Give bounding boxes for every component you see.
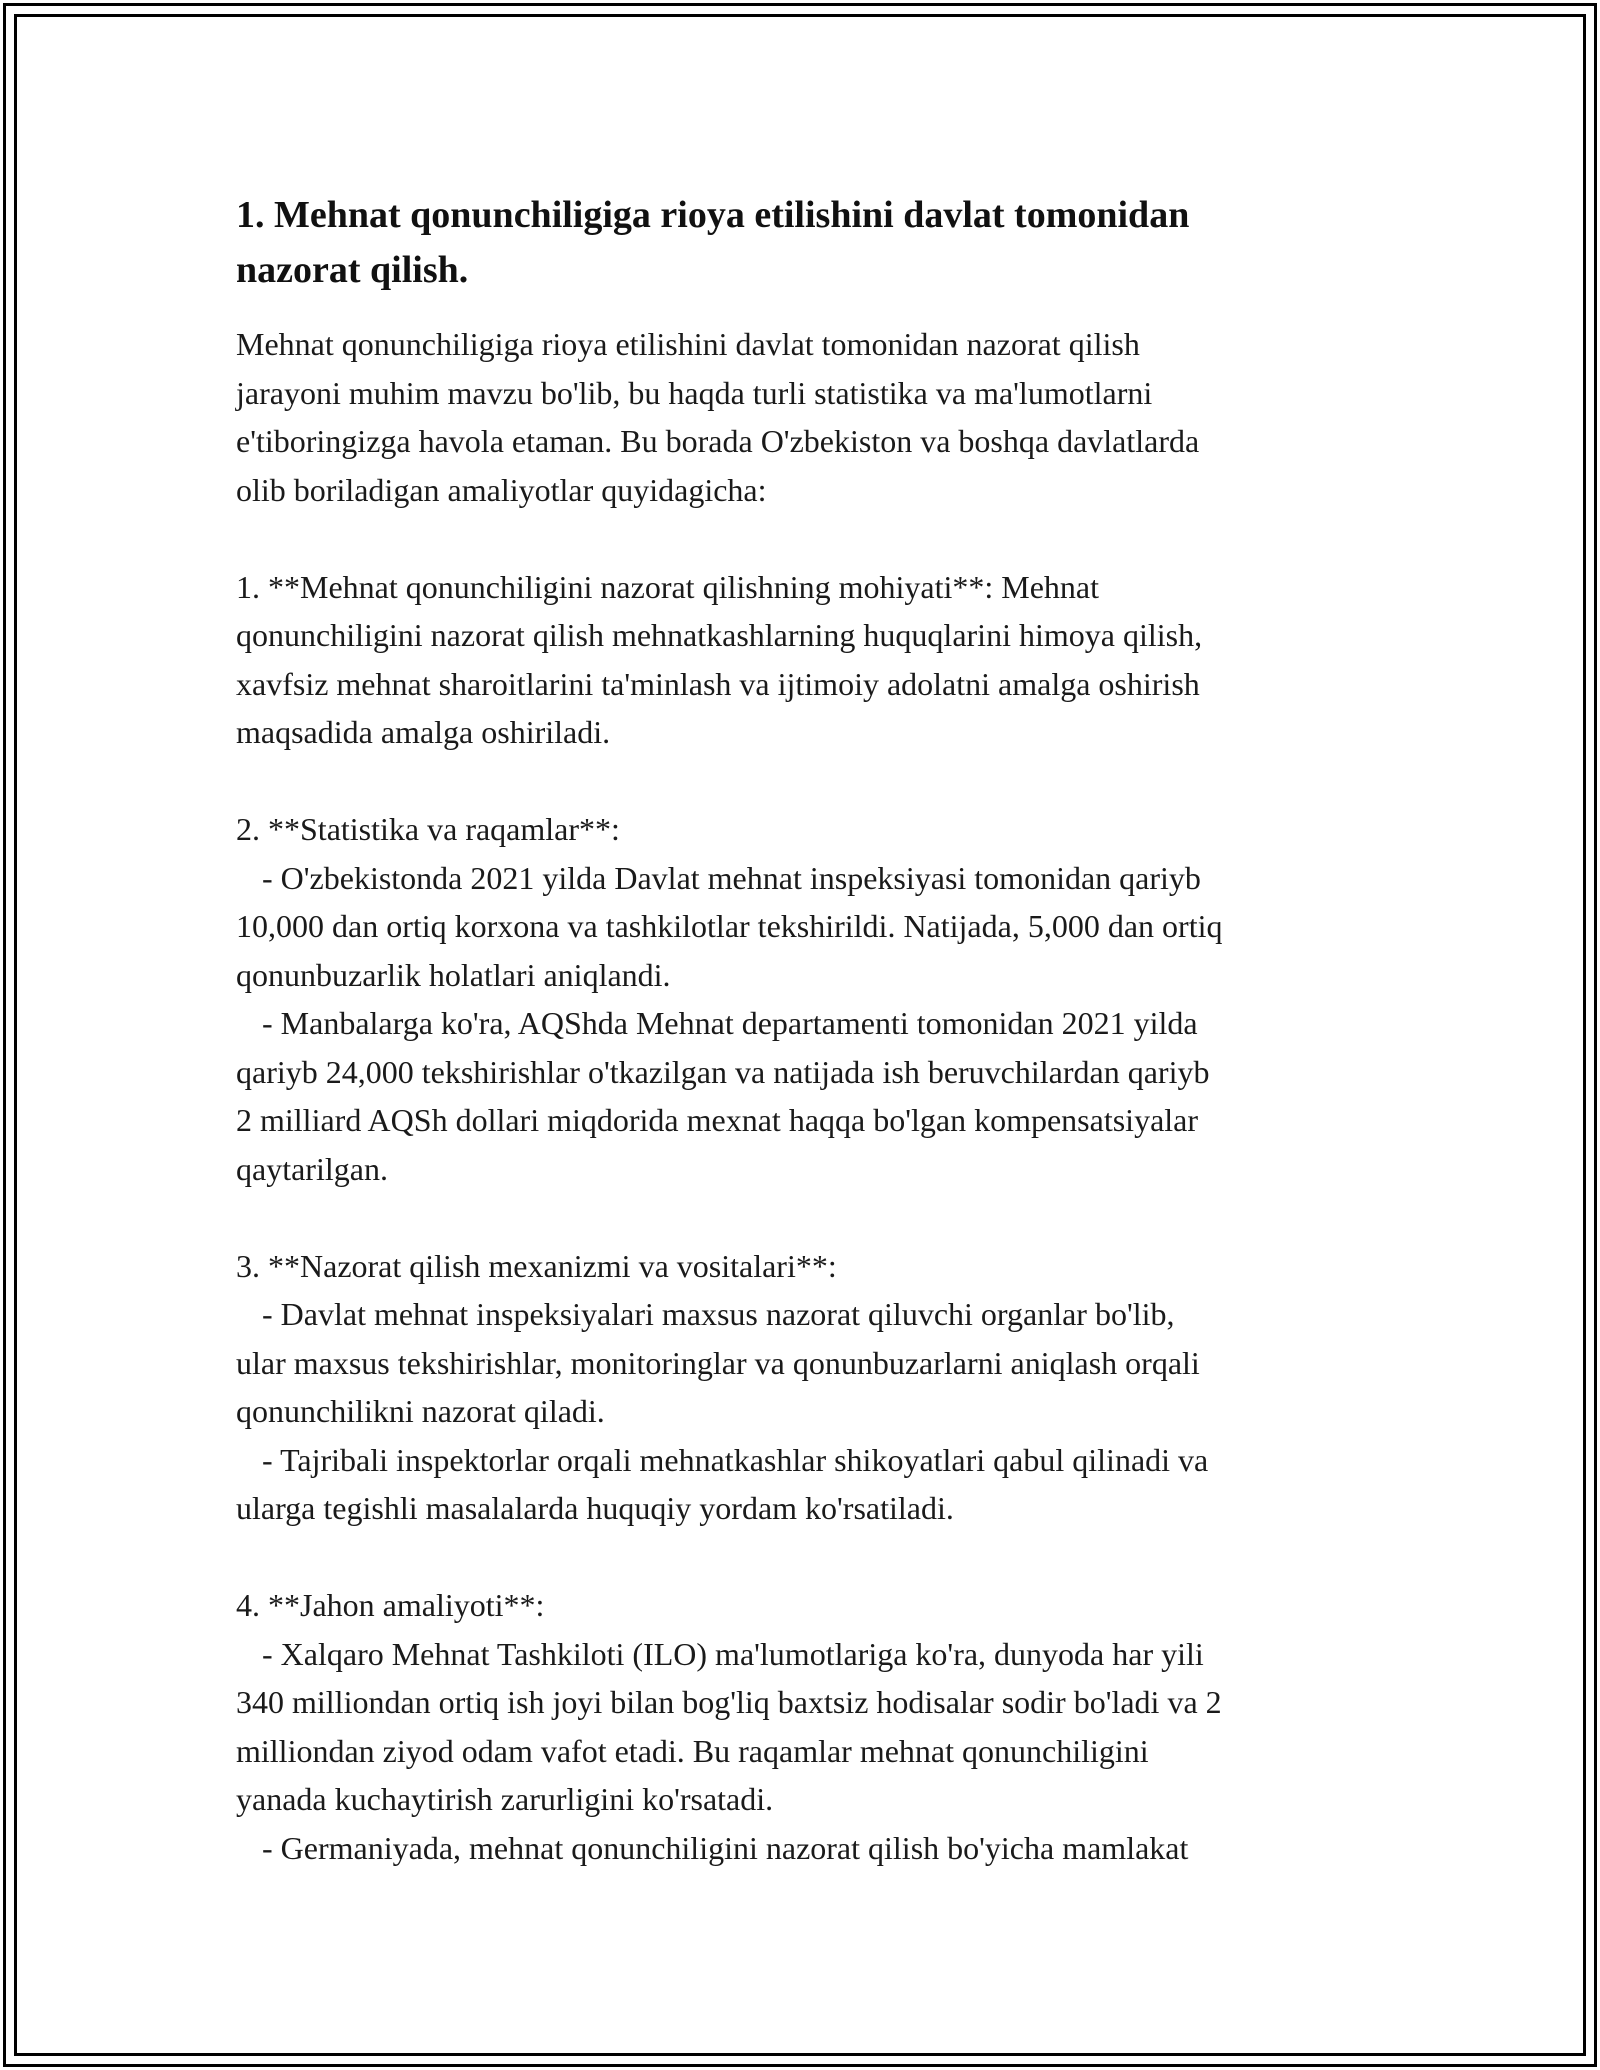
section-heading: 3. **Nazorat qilish mexanizmi va vositalari**: bbox=[236, 1247, 837, 1284]
text-line: ular maxsus tekshirishlar, monitoringlar va qonunbuzarlarni aniqlash orqali bbox=[236, 1344, 1200, 1381]
section-heading: 4. **Jahon amaliyoti**: bbox=[236, 1587, 545, 1623]
text-line: 10,000 dan ortiq korxona va tashkilotlar tekshirildi. Natijada, 5,000 dan ortiq bbox=[236, 908, 1223, 944]
section-4-paragraph bbox=[236, 1581, 1436, 1872]
intro-paragraph bbox=[236, 320, 1436, 514]
document-body bbox=[236, 188, 1436, 1921]
bullet-line: - Manbalarga ko'ra, AQShda Mehnat departamenti tomonidan 2021 yilda bbox=[262, 1005, 1198, 1041]
text-line: ularga tegishli masalalarda huquqiy yordam ko'rsatiladi. bbox=[236, 1490, 954, 1526]
text-line: 340 milliondan ortiq ish joyi bilan bog'liq baxtsiz hodisalar sodir bo'ladi va 2 bbox=[236, 1684, 1222, 1720]
section-heading: 2. **Statistika va raqamlar**: bbox=[236, 811, 620, 847]
text-line: olib boriladigan amaliyotlar quyidagicha: bbox=[236, 471, 767, 508]
text-line: qonunbuzarlik holatlari aniqlandi. bbox=[236, 956, 671, 993]
bullet-line: - O'zbekistonda 2021 yilda Davlat mehnat inspeksiyasi tomonidan qariyb bbox=[262, 859, 1201, 896]
document-title bbox=[236, 188, 1436, 298]
text-line: Mehnat qonunchiligiga rioya etilishini davlat tomonidan nazorat qilish bbox=[236, 326, 1140, 362]
title-line: 1. Mehnat qonunchiligiga rioya etilishini davlat tomonidan bbox=[236, 194, 1190, 236]
bullet-line: - Xalqaro Mehnat Tashkiloti (ILO) ma'lumotlariga ko'ra, dunyoda har yili bbox=[262, 1635, 1204, 1672]
bullet-line: - Germaniyada, mehnat qonunchiligini nazorat qilish bo'yicha mamlakat bbox=[262, 1829, 1189, 1866]
text-line: yanada kuchaytirish zarurligini ko'rsatadi. bbox=[236, 1781, 774, 1817]
text-line: qonunchiligini nazorat qilish mehnatkashlarning huquqlarini himoya qilish, bbox=[236, 617, 1203, 653]
section-3-paragraph bbox=[236, 1242, 1436, 1533]
bullet-line: - Davlat mehnat inspeksiyalari maxsus nazorat qiluvchi organlar bo'lib, bbox=[262, 1296, 1175, 1332]
text-line: e'tiboringizga havola etaman. Bu borada O'zbekiston va boshqa davlatlarda bbox=[236, 423, 1200, 459]
text-line: xavfsiz mehnat sharoitlarini ta'minlash va ijtimoiy adolatni amalga oshirish bbox=[236, 665, 1200, 702]
text-line: qaytarilgan. bbox=[236, 1150, 388, 1187]
bullet-line: - Tajribali inspektorlar orqali mehnatkashlar shikoyatlari qabul qilinadi va bbox=[262, 1441, 1209, 1478]
section-1-paragraph bbox=[236, 563, 1436, 757]
title-line: nazorat qilish. bbox=[236, 249, 469, 291]
text-line: 1. **Mehnat qonunchiligini nazorat qilishning mohiyati**: Mehnat bbox=[236, 568, 1099, 605]
text-line: qonunchilikni nazorat qiladi. bbox=[236, 1393, 605, 1429]
text-line: qariyb 24,000 tekshirishlar o'tkazilgan va natijada ish beruvchilardan qariyb bbox=[236, 1053, 1210, 1090]
text-line: milliondan ziyod odam vafot etadi. Bu raqamlar mehnat qonunchiligini bbox=[236, 1732, 1149, 1769]
text-line: 2 milliard AQSh dollari miqdorida mexnat haqqa bo'lgan kompensatsiyalar bbox=[236, 1102, 1199, 1138]
text-line: jarayoni muhim mavzu bo'lib, bu haqda turli statistika va ma'lumotlarni bbox=[236, 374, 1153, 411]
section-2-paragraph bbox=[236, 805, 1436, 1193]
text-line: maqsadida amalga oshiriladi. bbox=[236, 714, 611, 750]
